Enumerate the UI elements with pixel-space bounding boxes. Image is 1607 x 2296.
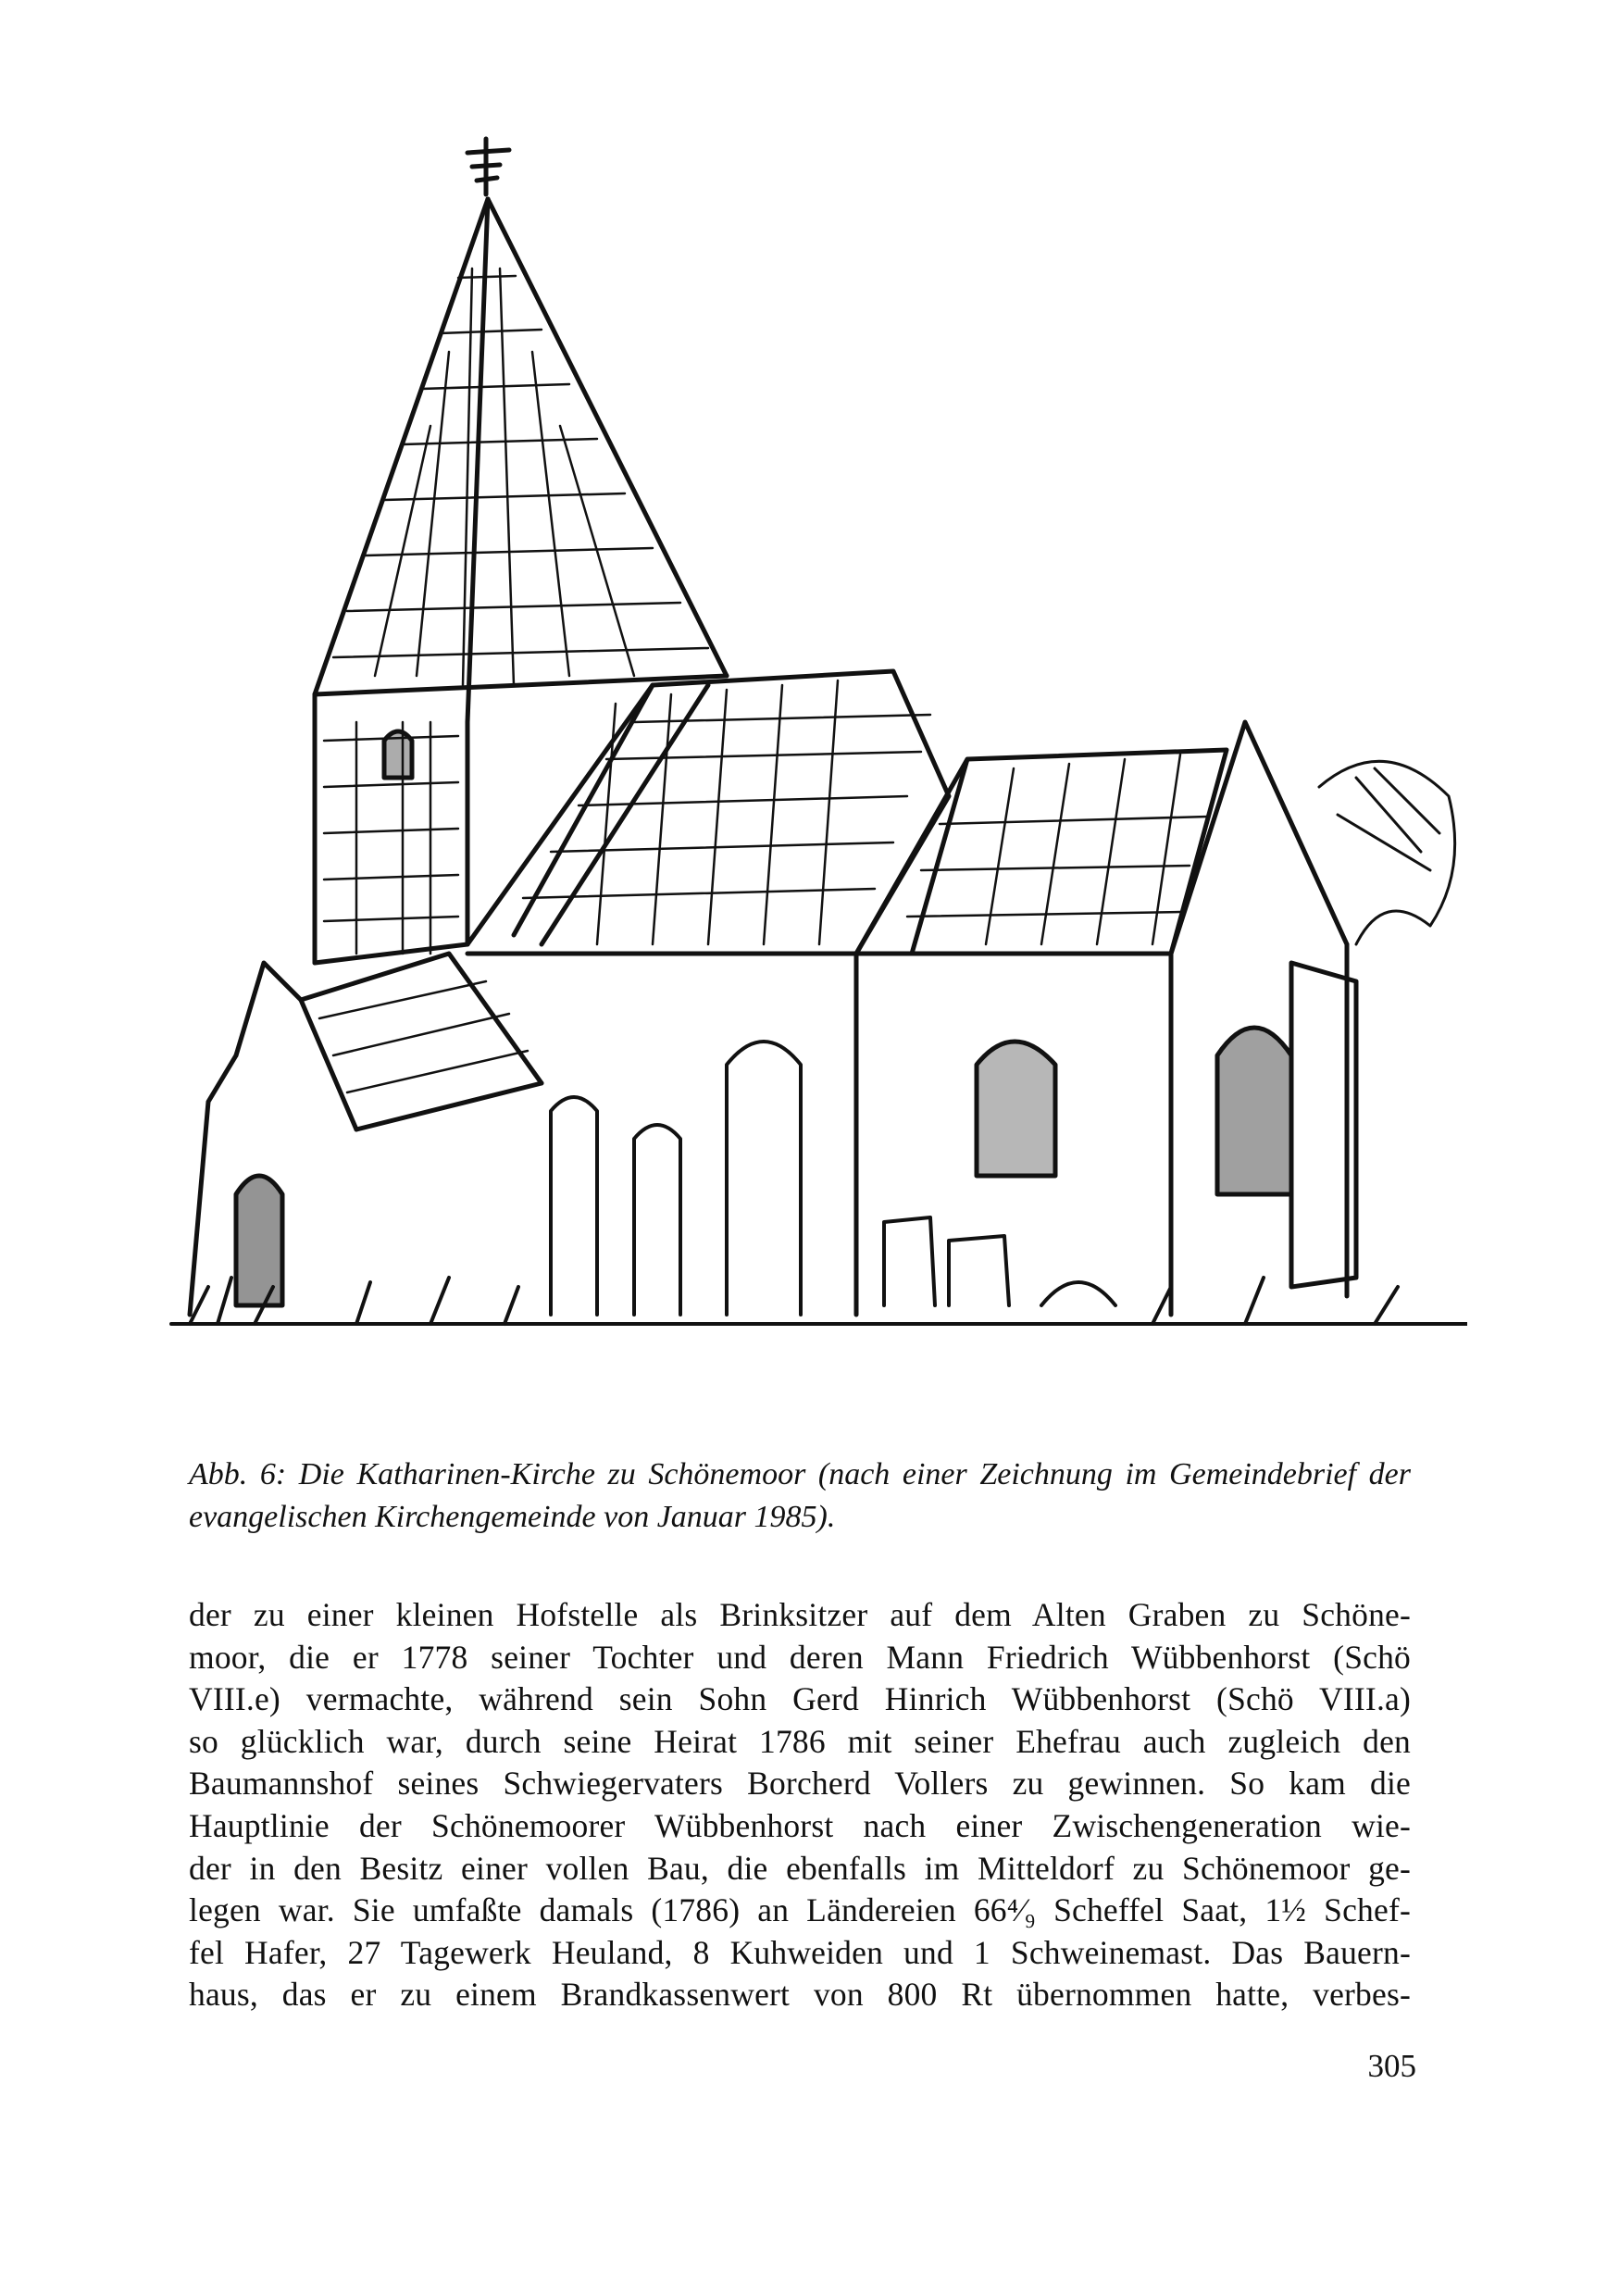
body-line: fel Hafer, 27 Tagewerk Heuland, 8 Kuhweiden und 1 Schweinemast. Das Bauern-	[189, 1933, 1411, 1971]
body-text	[189, 1594, 1411, 2016]
body-line: Hauptlinie der Schönemoorer Wübbenhorst nach einer Zwischengeneration wie-	[189, 1806, 1411, 1844]
page-number: 305	[1367, 2048, 1416, 2084]
figure-caption: Abb. 6: Die Katharinen-Kirche zu Schönemoor (nach einer Zeichnung im Gemeindebrief der evangelischen Kirchengemeinde von Januar 1985).	[189, 1457, 1411, 1534]
chancel-window	[1217, 1028, 1291, 1194]
weathervane-icon	[467, 139, 509, 194]
body-line: der zu einer kleinen Hofstelle als Brinksitzer auf dem Alten Graben zu Schöne-	[189, 1596, 1411, 1633]
chancel-roof	[856, 750, 1227, 954]
church-spire	[315, 199, 727, 722]
nave-wall	[467, 954, 1171, 1315]
porch-door	[236, 1176, 282, 1305]
body-line: Baumannshof seines Schwiegervaters Borcherd Vollers zu gewinnen. So kam die	[189, 1765, 1411, 1803]
ground	[171, 1278, 1467, 1324]
tree	[1319, 761, 1455, 944]
nave-roof	[467, 671, 949, 954]
body-line: legen war. Sie umfaßte damals (1786) an Ländereien 66⁴⁄₉ Scheffel Saat, 1½ Schef-	[189, 1891, 1411, 1929]
body-line: haus, das er zu einem Brandkassenwert von 800 Rt übernommen hatte, verbes-	[189, 1976, 1411, 2014]
tower-window	[384, 731, 412, 778]
body-line: moor, die er 1778 seiner Tochter und deren Mann Friedrich Wübbenhorst (Schö	[189, 1638, 1411, 1676]
nave-window	[977, 1042, 1055, 1176]
body-line: so glücklich war, durch seine Heirat 1786 mit seiner Ehefrau auch zugleich den	[189, 1722, 1411, 1760]
body-line: der in den Besitz einer vollen Bau, die ebenfalls im Mitteldorf zu Schönemoor ge-	[189, 1849, 1411, 1887]
church-illustration	[153, 130, 1467, 1444]
body-line: VIII.e) vermachte, während sein Sohn Gerd Hinrich Wübbenhorst (Schö VIII.a)	[189, 1680, 1411, 1718]
east-gable	[1171, 722, 1356, 1315]
